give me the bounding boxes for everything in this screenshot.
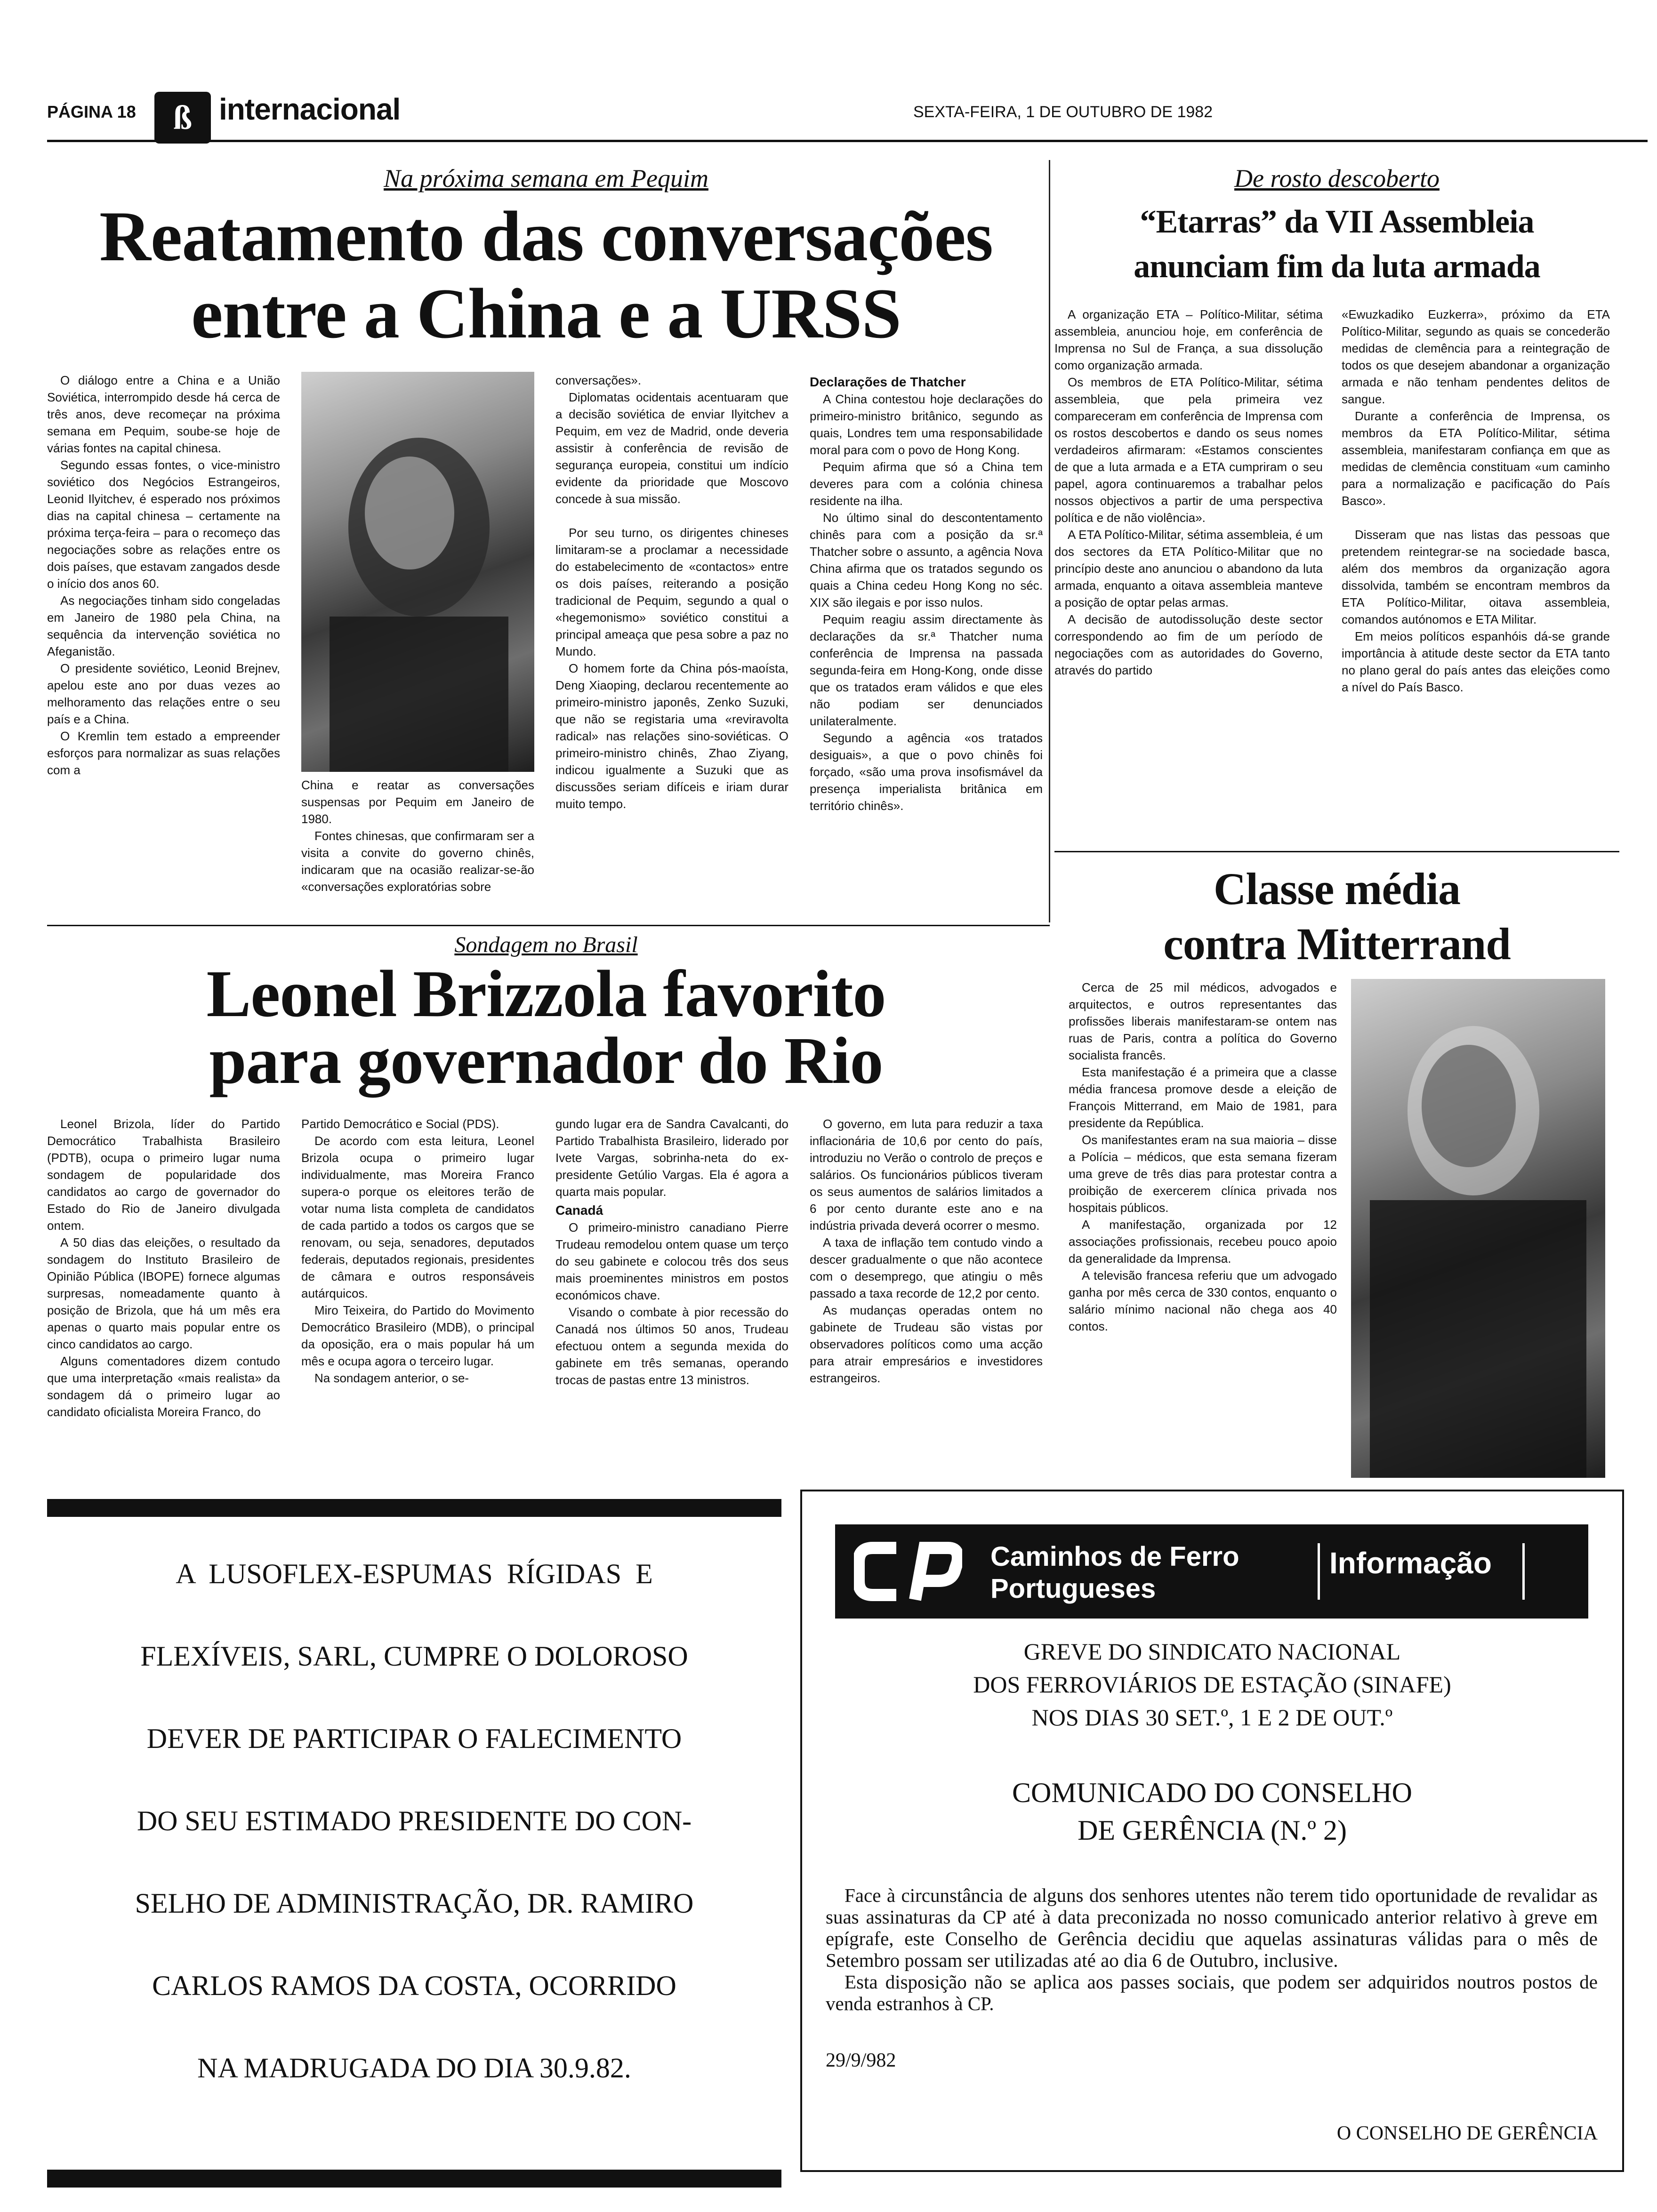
- headline-line-1: Classe média: [1214, 864, 1460, 914]
- brand-line-1: Caminhos de Ferro: [990, 1541, 1239, 1572]
- headline-line-2: contra Mitterrand: [1163, 919, 1511, 970]
- paragraph: Os membros de ETA Político-Militar, sétima assembleia, que pela primeira vez compareceram em conferência de Imprensa com os rostos descobertos e dando os seus nomes verdadeiros afirmaram: «Estamos conscientes de que a luta armada e a ETA cumpriram o seu papel, agora continuaremos a trabalhar pelos nossos objectivos a partir de uma perspectiva política e de não violência».: [1054, 375, 1323, 525]
- paragraph: China e reatar as conversações suspensas por Pequim em Janeiro de 1980.: [301, 778, 534, 826]
- article-headline: [47, 956, 1045, 1098]
- info-label: Informação: [1329, 1546, 1492, 1580]
- cp-advertisement: [800, 1490, 1624, 2172]
- paragraph: Miro Teixeira, do Partido do Movimento Democrático Brasileiro (MDB), o principal da oposição, era o mais popular há um mês e ocupa agora o terceiro lugar.: [301, 1303, 534, 1368]
- paragraph: A China contestou hoje declarações do primeiro-ministro britânico, segundo as quais, Londres tem uma responsabilidade moral para com o povo de Hong Kong.: [810, 392, 1043, 457]
- paragraph: O Kremlin tem estado a empreender esforços para normalizar as suas relações com a: [47, 729, 280, 777]
- paragraph: conversações».: [555, 373, 642, 387]
- article-column-1: [1054, 306, 1323, 679]
- section-rule: [47, 925, 1050, 926]
- article-column-2: [1342, 306, 1610, 696]
- obituary-bottom-bar: [47, 2170, 781, 2188]
- paragraph: Cerca de 25 mil médicos, advogados e arquitectos, e outros representantes das profissões liberais manifestaram-se ontem nas ruas de Paris, contra a política do Governo socialista francês.: [1069, 980, 1337, 1062]
- headline-line-2: entre a China e a URSS: [191, 274, 901, 353]
- paragraph: A ETA Político-Militar, sétima assembleia, é um dos sectores da ETA Político-Militar que no princípio deste ano anunciou o abandono da luta armada, enquanto a oitava assembleia manteve a posição de optar pelas armas.: [1054, 528, 1323, 609]
- subheading: Canadá: [555, 1203, 603, 1218]
- china-article: [47, 155, 1045, 918]
- paragraph: O presidente soviético, Leonid Brejnev, apelou este ano por duas vezes ao melhoramento das relações entre o seu país e a China.: [47, 661, 280, 726]
- strike-line-2: DOS FERROVIÁRIOS DE ESTAÇÃO (SINAFE): [973, 1671, 1451, 1698]
- cp-logo-icon: [854, 1534, 962, 1609]
- communique-line-1: COMUNICADO DO CONSELHO: [1012, 1777, 1413, 1808]
- article-column-4: [810, 1115, 1043, 1387]
- paragraph: De acordo com esta leitura, Leonel Brizola ocupa o primeiro lugar individualmente, mas Moreira Franco supera-o porque os eleitores terão de votar numa lista completa de candidatos de cada partido a todos os cargos que se renovam, ou seja, senadores, deputados federais, deputados regionais, presidentes de câmara e outros responsáveis autárquicos.: [301, 1134, 534, 1300]
- portrait-figure-icon: [1351, 979, 1605, 1478]
- paragraph: O governo, em luta para reduzir a taxa inflacionária de 10,6 por cento do país, introduziu no Verão o controlo de preços e salários. Os funcionários públicos tiveram os seus aumentos de salários limitados a 6 por cento durante este ano e na indústria privada deverá ocorrer o mesmo.: [810, 1117, 1043, 1233]
- paragraph: Face à circunstância de alguns dos senhores utentes não terem tido oportunidade de revalidar as suas assinaturas da CP até à data preconizada no nosso comunicado anterior relativo à greve em epígrafe, este Conselho de Gerência decidiu que aquelas assinaturas válidas para o mês de Setembro possam ser utilizadas até ao dia 6 de Outubro, inclusive.: [826, 1884, 1598, 1971]
- paragraph: Partido Democrático e Social (PDS).: [301, 1117, 499, 1131]
- obituary-line: DEVER DE PARTICIPAR O FALECIMENTO: [146, 1723, 682, 1754]
- paragraph: Visando o combate à pior recessão do Canadá nos últimos 50 anos, Trudeau efectuou ontem a segunda mexida do gabinete em três semanas, operando trocas de pastas entre 13 ministros.: [555, 1305, 788, 1387]
- paragraph: «Ewuzkadiko Euzkerra», próximo da ETA Político-Militar, segundo as quais se concederão medidas de clemência para a reintegração de todos os que desejem abandonar a organização armada e não tenham pendentes delitos de sangue.: [1342, 307, 1610, 406]
- page-header: [47, 92, 1648, 144]
- paragraph: Por seu turno, os dirigentes chineses limitaram-se a proclamar a necessidade do estabelecimento de «contactos» entre os dois países, reiterando a posição tradicional de Pequim, segundo a qual o «hegemonismo» soviético constitui a principal ameaça que pesa sobre a paz no Mundo.: [555, 526, 788, 658]
- paragraph: Fontes chinesas, que confirmaram ser a visita a convite do governo chinês, indicaram que na ocasião realizar-se-ão «conversações exploratórias sobre: [301, 829, 534, 894]
- paragraph: O diálogo entre a China e a União Soviética, interrompido desde há cerca de três anos, deve recomeçar na próxima semana em Pequim, soube-se hoje de várias fontes na capital chinesa.: [47, 373, 280, 455]
- paragraph: As mudanças operadas ontem no gabinete de Trudeau são vistas por observadores políticos como uma acção para atrair empresários e investidores estrangeiros.: [810, 1303, 1043, 1385]
- paragraph: A decisão de autodissolução deste sector correspondendo ao fim de um período de negociações com as autoridades do Governo, através do partido: [1054, 612, 1323, 677]
- paragraph: Disseram que nas listas das pessoas que pretendem reintegrar-se na sociedade basca, além dos membros da organização agora dissolvida, também se encontram membros da ETA Político-Militar, oitava assembleia, comandos autónomos e ETA Militar.: [1342, 528, 1610, 626]
- obituary-line: CARLOS RAMOS DA COSTA, OCORRIDO: [152, 1970, 676, 2001]
- obituary-top-bar: [47, 1499, 781, 1517]
- paragraph: A 50 dias das eleições, o resultado da sondagem do Instituto Brasileiro de Opinião Pública (IBOPE) fornece algumas surpresas, nomeadamente quanto à posição de Brizola, que há um mês era apenas o quarto mais popular entre os cinco candidatos ao cargo.: [47, 1235, 280, 1351]
- paragraph: Esta manifestação é a primeira que a classe média francesa promove desde a eleição de François Mitterrand, em Maio de 1981, para presidente da República.: [1069, 1065, 1337, 1130]
- obituary-line: A LUSOFLEX-ESPUMAS RÍGIDAS E: [176, 1558, 653, 1589]
- paragraph: Segundo a agência «os tratados desiguais», a que o povo chinês foi forçado, «são uma prova insofismável da presença imperialista britânica em território chinês».: [810, 731, 1043, 813]
- eta-article: [1054, 155, 1619, 852]
- page-number: PÁGINA 18: [47, 102, 136, 121]
- obituary-notice: [47, 1534, 781, 2146]
- section-rule: [1054, 851, 1619, 852]
- paragraph: A organização ETA – Político-Militar, sétima assembleia, anunciou hoje, em conferência de Imprensa no Sul de França, a sua dissolução como organização armada.: [1054, 307, 1323, 372]
- column-divider: [1049, 160, 1050, 922]
- paragraph: As negociações tinham sido congeladas em Janeiro de 1980 pela China, na sequência da intervenção soviética no Afeganistão.: [47, 593, 280, 658]
- news-photo: [301, 372, 534, 772]
- article-column-1: [1069, 979, 1337, 1335]
- communique-date: 29/9/982: [826, 2050, 896, 2071]
- article-headline: [47, 198, 1045, 352]
- paragraph: Em meios políticos espanhóis dá-se grande importância à atitude deste sector da ETA tanto no plano geral do país antes das eleições como a nível do País Basco.: [1342, 629, 1610, 694]
- info-divider-left: [1318, 1543, 1320, 1600]
- edition-date: SEXTA-FEIRA, 1 DE OUTUBRO DE 1982: [913, 103, 1213, 121]
- section-title: internacional: [219, 92, 401, 126]
- paragraph: O homem forte da China pós-maoísta, Deng Xiaoping, declarou recentemente ao primeiro-ministro japonês, Zenko Suzuki, que não se registaria uma «reviravolta radical» nas relações sino-soviéticas. O primeiro-ministro chinês, Zhao Ziyang, indicou igualmente a Suzuki que as discussões seriam difíceis e iriam durar muito tempo.: [555, 661, 788, 811]
- article-column-2: [301, 372, 534, 895]
- headline-line-2: para governador do Rio: [209, 1023, 883, 1098]
- paragraph: Segundo essas fontes, o vice-ministro soviético dos Negócios Estrangeiros, Leonid Ilyitchev, é esperado nos próximos dias na capital chinesa – certamente na próxima terça-feira – para o recomeço das negociações sobre as relações entre os dois países, que estavam zangados desde o início dos anos 60.: [47, 458, 280, 591]
- paragraph: gundo lugar era de Sandra Cavalcanti, do Partido Trabalhista Brasileiro, liderado por Ivete Vargas, sobrinha-neta do ex-presidente Getúlio Vargas. Ela é agora a quarta mais popular.: [555, 1117, 788, 1199]
- paragraph: Os manifestantes eram na sua maioria – disse a Polícia – médicos, que esta semana fizeram uma greve de três dias para protestar contra a proibição de exercerem clínica privada nos hospitais públicos.: [1069, 1133, 1337, 1215]
- communique-line-2: DE GERÊNCIA (N.º 2): [1078, 1815, 1347, 1846]
- strike-notice: [802, 1635, 1622, 1734]
- cp-logo-shape: [854, 1534, 962, 1609]
- headline-line-1: Leonel Brizzola favorito: [206, 956, 886, 1031]
- paragraph: Durante a conferência de Imprensa, os membros da ETA Político-Militar, sétima assembleia, manifestaram confiança em que as medidas de clemência constituam «um caminho para a normalização e pacificação do País Basco».: [1342, 409, 1610, 508]
- communique-body: [826, 1884, 1598, 2014]
- article-column-1: [47, 372, 280, 778]
- paragraph: A taxa de inflação tem contudo vindo a descer gradualmente o que não acontece com o desemprego, que atingiu o mês passado a taxa recorde de 12,2 por cento.: [810, 1235, 1043, 1300]
- strike-line-3: NOS DIAS 30 SET.º, 1 E 2 DE OUT.º: [1031, 1704, 1393, 1731]
- newspaper-logo-icon: ß: [154, 92, 211, 144]
- cp-brand-name: [990, 1541, 1239, 1605]
- article-column-4: [810, 372, 1043, 814]
- article-column-3: [555, 372, 788, 812]
- headline-line-2: anunciam fim da luta armada: [1134, 248, 1540, 285]
- article-column-3: [555, 1115, 788, 1388]
- mitterrand-article: [1054, 861, 1619, 1487]
- info-divider-right: [1522, 1543, 1525, 1600]
- paragraph: Leonel Brizola, líder do Partido Democrático Trabalhista Brasileiro (PDTB), ocupa o primeiro lugar numa sondagem de popularidade dos candidatos ao cargo de governador do Estado do Rio de Janeiro divulgada ontem.: [47, 1117, 280, 1233]
- paragraph: Diplomatas ocidentais acentuaram que a decisão soviética de enviar Ilyitchev a Pequim, em vez de Madrid, onde deveria assistir à conferência de revisão de segurança europeia, constitui um indício evidente da prioridade que Moscovo concede à sua missão.: [555, 390, 788, 506]
- portrait-figure-icon: [301, 372, 534, 772]
- article-column-1: [47, 1115, 280, 1420]
- paragraph: O primeiro-ministro canadiano Pierre Trudeau remodelou ontem quase um terço do seu gabinete e colocou três dos seus mais proeminentes ministros em postos económicos chave.: [555, 1220, 788, 1302]
- communique-signature: O CONSELHO DE GERÊNCIA: [1336, 2123, 1598, 2144]
- news-photo: [1351, 979, 1605, 1478]
- headline-line-1: “Etarras” da VII Assembleia: [1140, 204, 1534, 240]
- article-headline: [1054, 861, 1619, 971]
- article-column-2: [301, 1115, 534, 1387]
- article-kicker: De rosto descoberto: [1234, 164, 1440, 192]
- communique-title: [802, 1774, 1622, 1849]
- paragraph: A manifestação, organizada por 12 associações profissionais, recebeu pouco apoio da generalidade da Imprensa.: [1069, 1218, 1337, 1266]
- obituary-line: DO SEU ESTIMADO PRESIDENTE DO CON-: [137, 1805, 692, 1836]
- paragraph: Pequim reagiu assim directamente às declarações da sr.ª Thatcher numa conferência de Imprensa na passada segunda-feira em Hong-Kong, onde disse que os tratados eram válidos e que eles não podiam ser denunciados unilateralmente.: [810, 612, 1043, 728]
- article-kicker: Na próxima semana em Pequim: [384, 164, 708, 192]
- paragraph: Na sondagem anterior, o se-: [314, 1371, 469, 1385]
- subheading: Declarações de Thatcher: [810, 375, 966, 389]
- paragraph: Alguns comentadores dizem contudo que uma interpretação «mais realista» da sondagem dá o primeiro lugar ao candidato oficialista Moreira Franco, do: [47, 1354, 280, 1419]
- cp-brand-banner: [835, 1524, 1588, 1619]
- brand-line-2: Portugueses: [990, 1573, 1156, 1604]
- headline-line-1: Reatamento das conversações: [99, 197, 993, 276]
- article-headline: [1054, 200, 1619, 289]
- paragraph: A televisão francesa referiu que um advogado ganha por mês cerca de 330 contos, enquanto o salário mínimo nacional não chega aos 40 contos.: [1069, 1268, 1337, 1333]
- obituary-line: SELHO DE ADMINISTRAÇÃO, DR. RAMIRO: [135, 1888, 694, 1919]
- paragraph: Esta disposição não se aplica aos passes sociais, que podem ser adquiridos noutros postos de venda estranhos à CP.: [826, 1971, 1598, 2014]
- strike-line-1: GREVE DO SINDICATO NACIONAL: [1023, 1638, 1401, 1665]
- brizzola-article: [47, 932, 1045, 1487]
- header-rule: [47, 140, 1648, 142]
- paragraph: Pequim afirma que só a China tem deveres para com a colónia chinesa residente na ilha.: [810, 460, 1043, 508]
- article-kicker: Sondagem no Brasil: [454, 932, 638, 957]
- obituary-line: FLEXÍVEIS, SARL, CUMPRE O DOLOROSO: [140, 1641, 688, 1672]
- paragraph: No último sinal do descontentamento chinês para com a posição da sr.ª Thatcher sobre o assunto, a agência Nova China afirma que os tratados segundo os quais a China cedeu Hong Kong no séc. XIX são ilegais e por isso nulos.: [810, 511, 1043, 609]
- obituary-line: NA MADRUGADA DO DIA 30.9.82.: [197, 2052, 631, 2084]
